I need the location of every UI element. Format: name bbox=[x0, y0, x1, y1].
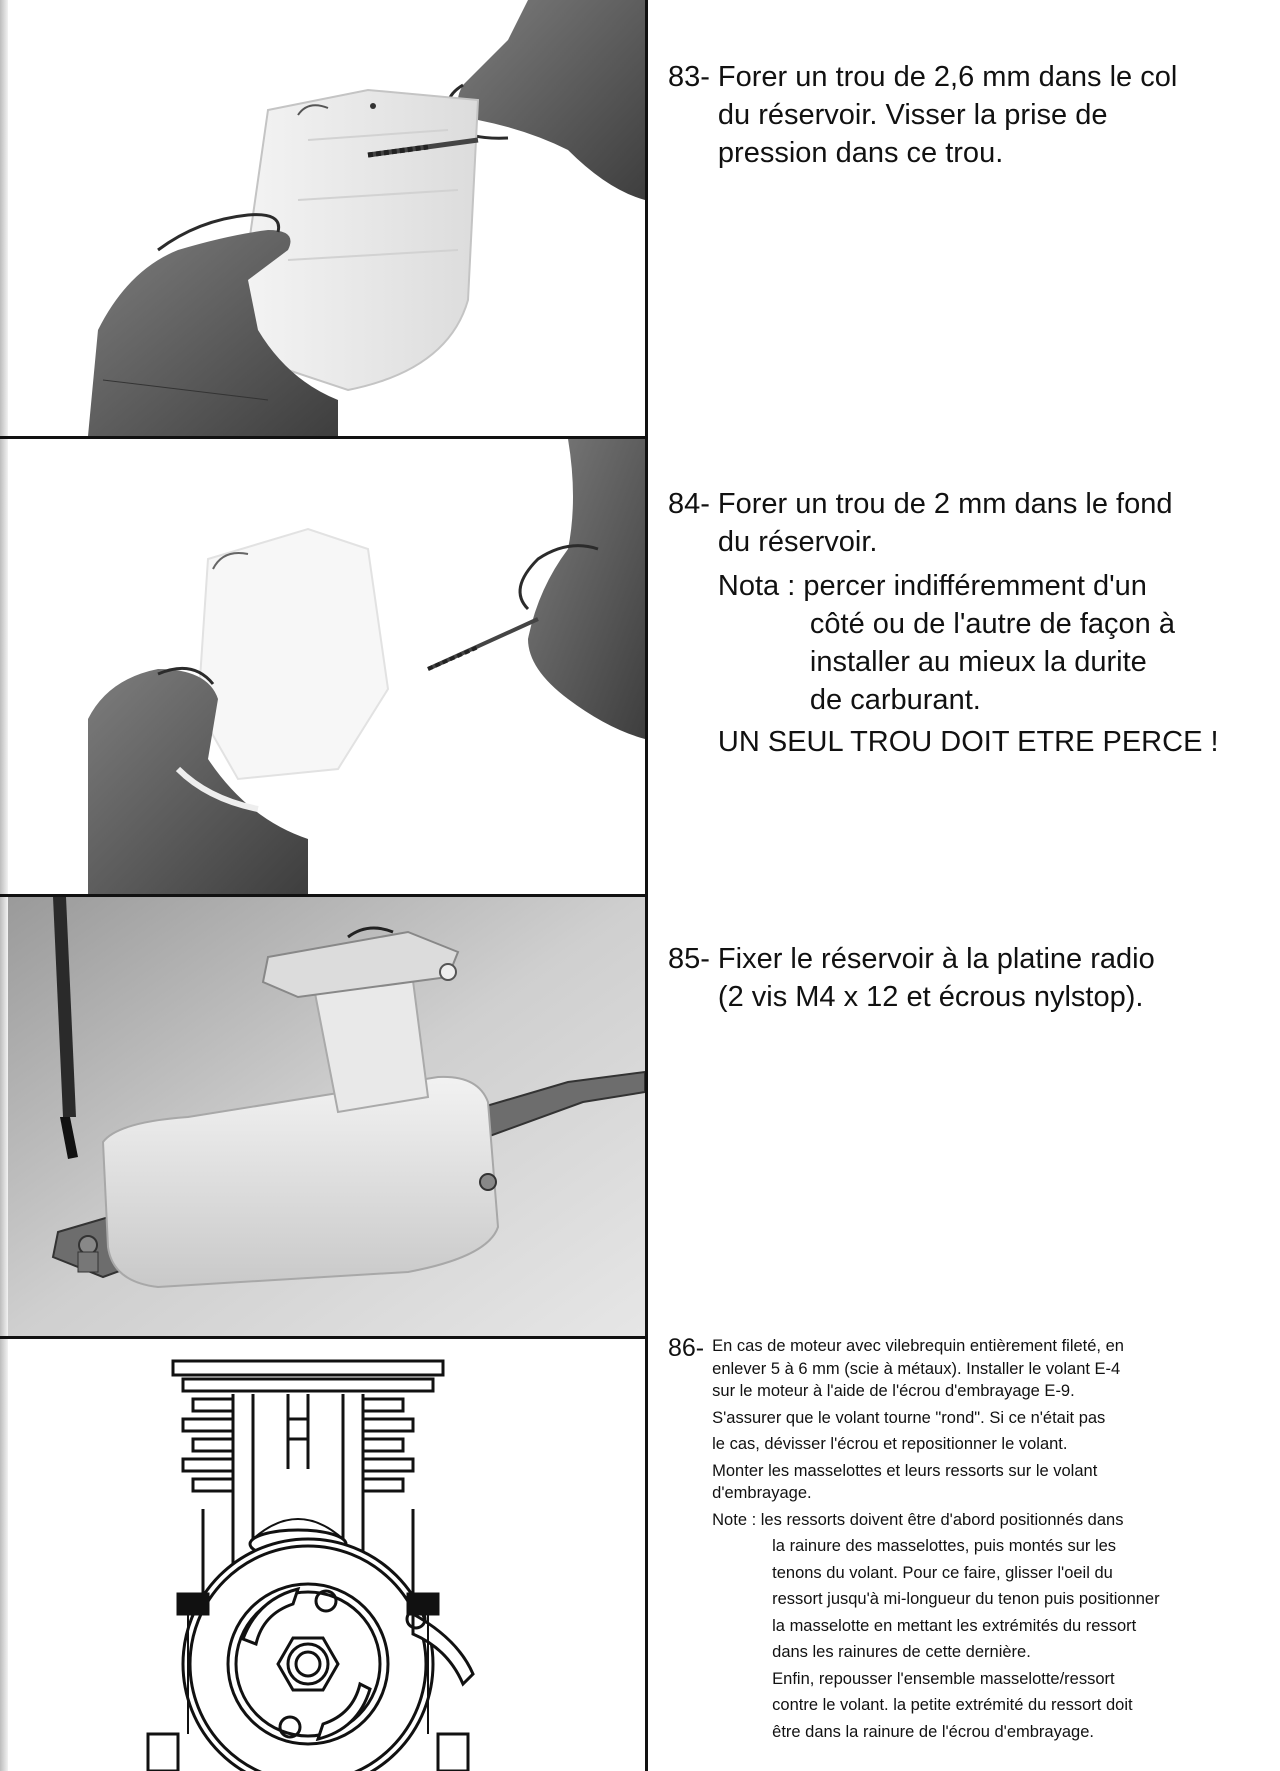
step-text-line: d'embrayage. bbox=[712, 1484, 812, 1502]
photo-drilling-tank-neck bbox=[8, 0, 645, 436]
note-text-line: contre le volant. la petite extrémité du ressort doit bbox=[772, 1696, 1133, 1714]
page-spine-shadow bbox=[0, 0, 8, 1771]
nota-text-line: installer au mieux la durite bbox=[809, 646, 1147, 678]
note-text-line: la rainure des masselottes, puis montés sur les bbox=[772, 1537, 1117, 1555]
step-number: 84- bbox=[668, 488, 710, 520]
step-text-line: Forer un trou de 2,6 mm dans le col bbox=[717, 61, 1178, 93]
step-85 bbox=[668, 940, 1258, 1016]
note-text-line: la masselotte en mettant les extrémités du ressort bbox=[772, 1616, 1137, 1635]
note-text-line: être dans la rainure de l'écrou d'embrayage. bbox=[772, 1722, 1094, 1741]
step-84 bbox=[668, 485, 1258, 761]
step-text-line: enlever 5 à 6 mm (scie à métaux). Installer le volant E-4 bbox=[712, 1359, 1121, 1378]
step-text-line: En cas de moteur avec vilebrequin entièrement fileté, en bbox=[712, 1337, 1124, 1355]
step-83 bbox=[668, 58, 1258, 172]
step-text-line: du réservoir. Visser la prise de bbox=[717, 99, 1108, 131]
step-text-line: Forer un trou de 2 mm dans le fond bbox=[717, 488, 1173, 520]
nota-text-line: côté ou de l'autre de façon à bbox=[809, 608, 1175, 640]
step-86 bbox=[668, 1335, 1268, 1743]
step-text-line: pression dans ce trou. bbox=[717, 137, 1004, 169]
note-line bbox=[712, 1509, 1268, 1532]
step-text-line: du réservoir. bbox=[717, 526, 878, 558]
photo-tank-on-radio-plate bbox=[8, 897, 645, 1336]
diagram-engine-clutch-flywheel bbox=[8, 1339, 645, 1771]
step-text-line: (2 vis M4 x 12 et écrous nylstop). bbox=[717, 981, 1144, 1013]
note-label: Note : bbox=[712, 1510, 757, 1529]
step-text-line: Monter les masselottes et leurs ressorts sur le volant bbox=[712, 1461, 1098, 1480]
step-text-line: S'assurer que le volant tourne "rond". Si ce n'était pas bbox=[712, 1408, 1106, 1427]
note-text-line: tenons du volant. Pour ce faire, glisser l'oeil du bbox=[772, 1563, 1113, 1582]
photo-drilling-tank-bottom bbox=[8, 439, 645, 894]
step-text-line: sur le moteur à l'aide de l'écrou d'embrayage E-9. bbox=[712, 1382, 1075, 1400]
nota-text-line: de carburant. bbox=[809, 684, 981, 716]
nota-label: Nota : bbox=[717, 570, 796, 602]
note-text-line: dans les rainures de cette dernière. bbox=[772, 1643, 1031, 1661]
step-text-line: Fixer le réservoir à la platine radio bbox=[717, 943, 1155, 975]
step-number: 85- bbox=[668, 943, 710, 975]
nota-line bbox=[718, 567, 1258, 605]
note-text-line: Enfin, repousser l'ensemble masselotte/ressort bbox=[772, 1669, 1115, 1688]
note-text-line: ressort jusqu'à mi-longueur du tenon puis positionner bbox=[772, 1590, 1160, 1608]
step-text-line: le cas, dévisser l'écrou et repositionner le volant. bbox=[712, 1435, 1068, 1453]
column-divider bbox=[645, 0, 648, 1771]
step-number: 83- bbox=[668, 61, 710, 93]
step-number: 86- bbox=[668, 1334, 705, 1362]
note-text-line: les ressorts doivent être d'abord positionnés dans bbox=[760, 1510, 1124, 1529]
nota-text-line: percer indifféremment d'un bbox=[803, 570, 1147, 602]
warning-text: UN SEUL TROU DOIT ETRE PERCE ! bbox=[717, 726, 1219, 758]
